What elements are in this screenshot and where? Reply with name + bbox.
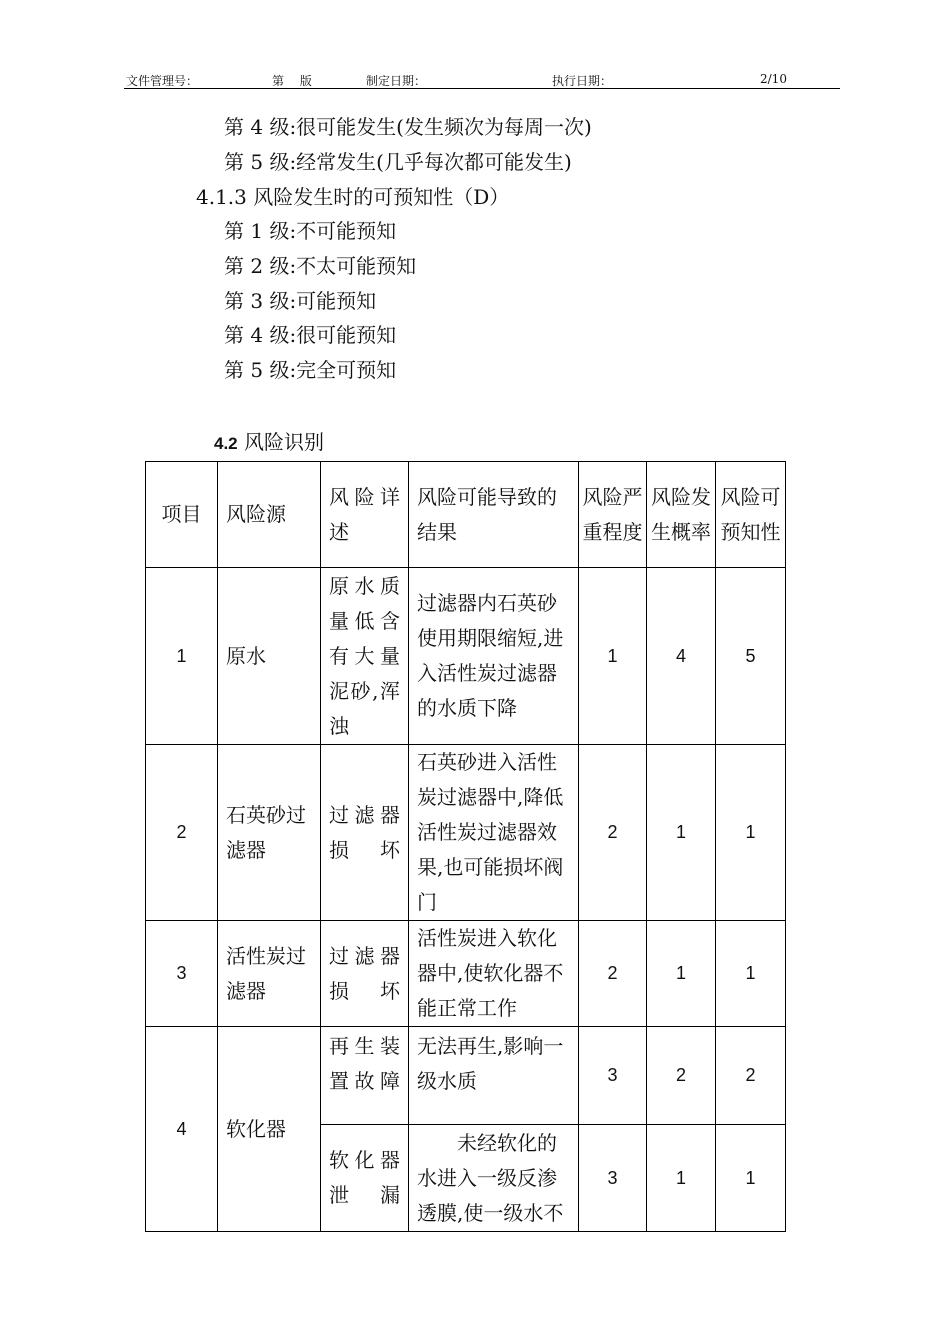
item-cell: 4 [146, 1027, 218, 1232]
edition-label: 第 版 [272, 74, 312, 88]
level-line: 第 5 级:完全可预知 [224, 358, 397, 382]
severity-cell: 3 [579, 1027, 647, 1125]
doc-number-label: 文件管理号： [126, 74, 199, 88]
header-cell: 风险源 [218, 462, 321, 568]
subsection-heading: 4.1.3 风险发生时的可预知性（D） [196, 185, 510, 209]
predictability-cell: 1 [716, 745, 786, 921]
predictability-cell: 1 [716, 921, 786, 1027]
detail-cell: 原水质量低含有大量泥砂,浑浊 [321, 568, 409, 745]
level-line: 第 2 级:不太可能预知 [224, 254, 417, 278]
result-cell: 无法再生,影响一级水质 [409, 1027, 579, 1125]
result-cell: 活性炭进入软化器中,使软化器不能正常工作 [409, 921, 579, 1027]
table-row [146, 745, 786, 921]
table-header-row [146, 462, 786, 568]
detail-cell: 软化器泄漏 [321, 1125, 409, 1232]
probability-cell: 2 [647, 1027, 716, 1125]
level-line: 第 4 级:很可能发生(发生频次为每周一次) [224, 115, 592, 139]
source-cell: 原水 [218, 568, 321, 745]
source-cell: 活性炭过滤器 [218, 921, 321, 1027]
severity-cell: 2 [579, 921, 647, 1027]
detail-cell: 再生装置故障 [321, 1027, 409, 1125]
header-cell: 项目 [146, 462, 218, 568]
risk-table [145, 461, 786, 1232]
exec-date-label: 执行日期： [552, 74, 613, 88]
page-header [124, 70, 840, 89]
predictability-cell: 5 [716, 568, 786, 745]
section-title: 风险识别 [244, 430, 324, 454]
header-cell: 风险可预知性 [716, 462, 786, 568]
header-cell: 风险严重程度 [579, 462, 647, 568]
result-cell: 过滤器内石英砂使用期限缩短,进入活性炭过滤器的水质下降 [409, 568, 579, 745]
probability-cell: 1 [647, 921, 716, 1027]
made-date-label: 制定日期： [366, 74, 427, 88]
predictability-cell: 1 [716, 1125, 786, 1232]
header-cell: 风险详述 [321, 462, 409, 568]
item-cell: 1 [146, 568, 218, 745]
result-cell: 石英砂进入活性炭过滤器中,降低活性炭过滤器效果,也可能损坏阀门 [409, 745, 579, 921]
table-row [146, 921, 786, 1027]
section-number: 4.2 [214, 434, 238, 453]
detail-cell: 过滤器损坏 [321, 745, 409, 921]
probability-cell: 4 [647, 568, 716, 745]
table-row [146, 1027, 786, 1125]
header-cell: 风险可能导致的结果 [409, 462, 579, 568]
result-cell: 未经软化的水进入一级反渗透膜,使一级水不 [409, 1125, 579, 1232]
level-line: 第 5 级:经常发生(几乎每次都可能发生) [224, 150, 572, 174]
page-number: 2/10 [760, 72, 787, 86]
item-cell: 3 [146, 921, 218, 1027]
item-cell: 2 [146, 745, 218, 921]
level-line: 第 4 级:很可能预知 [224, 323, 397, 347]
table-row [146, 568, 786, 745]
detail-cell: 过滤器损坏 [321, 921, 409, 1027]
probability-cell: 1 [647, 1125, 716, 1232]
severity-cell: 3 [579, 1125, 647, 1232]
level-line: 第 1 级:不可能预知 [224, 219, 397, 243]
header-cell: 风险发生概率 [647, 462, 716, 568]
predictability-cell: 2 [716, 1027, 786, 1125]
probability-cell: 1 [647, 745, 716, 921]
source-cell: 软化器 [218, 1027, 321, 1232]
level-line: 第 3 级:可能预知 [224, 289, 377, 313]
source-cell: 石英砂过滤器 [218, 745, 321, 921]
section-heading [214, 426, 324, 455]
severity-cell: 1 [579, 568, 647, 745]
severity-cell: 2 [579, 745, 647, 921]
